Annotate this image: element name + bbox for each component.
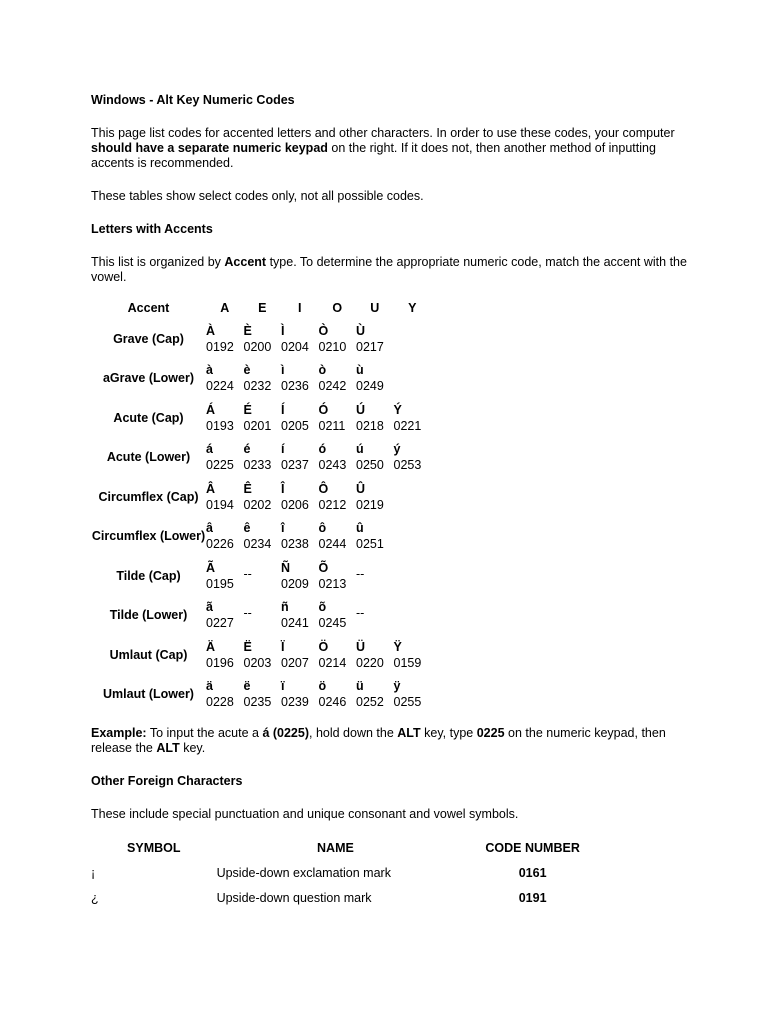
accent-code [394,536,432,552]
accent-cell [244,596,282,636]
accent-cell [206,438,244,478]
accent-code: 0214 [318,655,347,670]
accent-code: 0227 [206,616,234,631]
table-row [91,596,431,636]
accent-cell [206,635,244,675]
accent-character: Ä [206,639,216,654]
accent-row-label: Umlaut (Lower) [103,687,194,702]
accent-cell [281,398,319,438]
accent-row-label: Grave (Cap) [113,331,184,346]
accent-cell [356,556,394,596]
accent-row-label: aGrave (Lower) [102,371,194,386]
accent-code: 0195 [206,576,234,591]
accent-cell [319,635,357,675]
accent-cell [206,596,244,636]
accent-code: 0205 [281,418,309,433]
accent-character: û [356,521,364,536]
accent-cell [394,556,432,596]
accent-character [394,323,432,339]
accent-character: î [281,521,285,536]
accent-cell [206,517,244,557]
accent-cell [281,517,319,557]
name-cell: Upside-down question mark [216,890,372,905]
accent-character: à [206,363,213,378]
accent-row-label: Umlaut (Cap) [109,647,188,662]
accent-cell [356,319,394,359]
accent-cell [319,556,357,596]
accent-character: Â [206,481,216,496]
accent-cell [356,398,394,438]
accent-code: 0194 [206,497,234,512]
accent-character: È [243,323,252,338]
accent-character: Ñ [281,560,291,575]
other-note: These include special punctuation and unique consonant and vowel symbols. [91,807,519,821]
accent-cell [319,319,357,359]
accent-row-label: Tilde (Cap) [116,568,181,583]
accent-code: 0249 [356,379,384,394]
letters-heading: Letters with Accents [91,222,213,236]
accent-cell [281,635,319,675]
accent-cell [206,398,244,438]
other-table-header [91,836,611,860]
accent-character: Ó [318,402,329,417]
accent-cell [206,359,244,399]
accent-code: 0243 [318,458,347,473]
accent-cell [356,477,394,517]
accent-code: 0218 [356,418,384,433]
accent-character: ì [281,363,285,378]
accent-cell [206,319,244,359]
accent-code: 0253 [393,458,422,473]
accent-cell [394,359,432,399]
accent-character: ë [243,679,251,694]
accent-cell [244,477,282,517]
accent-character: è [243,363,251,378]
accent-code [394,497,432,513]
accent-code [394,576,432,592]
accent-cell [394,517,432,557]
accent-cell [244,398,282,438]
accent-cell [281,596,319,636]
accent-code: 0235 [243,695,272,710]
accent-cell [281,438,319,478]
table-row [91,398,431,438]
accent-cell [356,675,394,715]
accent-cell [319,477,357,517]
accent-character: Ú [356,402,366,417]
accent-cell [281,319,319,359]
accent-cell [281,675,319,715]
accent-character: ñ [281,600,289,615]
accent-code: 0159 [393,655,422,670]
accent-row-label: Circumflex (Lower) [91,529,206,544]
accent-cell [319,438,357,478]
accent-character: ã [206,600,213,615]
intro-paragraph: This page list codes for accented letters and other characters. In order to use these codes, your computer should have a separate numeric keypad on the right. If it does not, then another method of inputting accents is recommended. [91,126,675,170]
accent-character: Ö [318,639,329,654]
table-row [91,860,611,885]
accent-character: Ï [281,639,285,654]
header-u: U [370,301,380,315]
accent-cell [319,517,357,557]
accent-character [394,481,432,497]
accent-character: Ÿ [393,639,402,654]
table-row [91,477,431,517]
accent-character: -- [243,606,252,621]
accent-character: õ [318,600,327,615]
accent-cell [319,398,357,438]
accent-code: 0207 [281,655,309,670]
accent-code: 0241 [281,616,309,631]
accent-cell [356,596,394,636]
accent-character: À [206,323,216,338]
accent-character: Ê [243,481,252,496]
accent-row-label: Acute (Cap) [113,410,184,425]
accent-code: 0213 [318,576,347,591]
accent-code: 0200 [243,339,272,354]
accent-character: Û [356,481,366,496]
header-symbol: SYMBOL [127,841,181,855]
other-characters-table [91,836,611,910]
accent-code: 0228 [206,695,234,710]
accent-character [394,520,432,536]
accent-code: 0209 [281,576,309,591]
accent-character: Ã [206,560,216,575]
accent-code: 0232 [243,379,272,394]
accent-character [394,362,432,378]
accent-character: É [243,402,252,417]
table-row [91,438,431,478]
accent-character [394,560,432,576]
select-note: These tables show select codes only, not all possible codes. [91,189,424,203]
accent-cell [356,517,394,557]
accent-row-label: Circumflex (Cap) [98,489,199,504]
accent-code: 0211 [318,418,346,433]
accent-character: ý [393,442,401,457]
header-o: O [332,301,343,315]
document-page [91,93,691,910]
accent-character: Ë [243,639,252,654]
accent-code: 0237 [281,458,309,473]
accent-cell [394,596,432,636]
symbol-cell: ¡ [91,865,96,880]
accent-code [394,339,432,355]
accent-cell [356,359,394,399]
header-i: I [298,301,302,315]
table-row [91,635,431,675]
accent-cell [244,675,282,715]
accent-code: 0203 [243,655,272,670]
accent-cell [244,635,282,675]
code-cell: 0191 [518,890,547,905]
accent-row-label: Tilde (Lower) [109,608,188,623]
accent-code: 0221 [393,418,422,433]
organized-paragraph: This list is organized by Accent type. To determine the appropriate numeric code, match the accent with the vowel. [91,255,687,284]
accent-code: 0238 [281,537,309,552]
accent-code: 0233 [243,458,272,473]
example-paragraph: Example: To input the acute a á (0225), hold down the ALT key, type 0225 on the numeric keypad, then release the ALT key. [91,726,666,755]
header-name: NAME [317,841,354,855]
page-title: Windows - Alt Key Numeric Codes [91,93,295,107]
accent-table [91,297,431,714]
header-e: E [258,301,267,315]
accent-character: Í [281,402,285,417]
symbol-cell: ¿ [91,890,99,905]
accent-character: Ù [356,323,366,338]
accent-code: 0252 [356,695,384,710]
header-y: Y [408,301,417,315]
accent-character: -- [356,606,365,621]
table-row [91,359,431,399]
accent-code: 0250 [356,458,384,473]
accent-cell [244,359,282,399]
accent-character: Ý [393,402,402,417]
accent-cell [394,438,432,478]
table-row [91,517,431,557]
accent-character: ò [318,363,327,378]
accent-code: 0210 [318,339,347,354]
header-accent: Accent [127,301,170,315]
accent-character: ú [356,442,364,457]
accent-code [394,615,432,631]
accent-table-header [91,297,431,319]
accent-cell [394,675,432,715]
accent-code: 0225 [206,458,234,473]
accent-code: 0202 [243,497,272,512]
accent-code: 0242 [318,379,347,394]
accent-character: Á [206,402,216,417]
accent-character: ô [318,521,327,536]
accent-cell [281,477,319,517]
accent-code: 0224 [206,379,234,394]
accent-cell [244,438,282,478]
accent-cell [281,359,319,399]
accent-character: Ô [318,481,329,496]
accent-character: ó [318,442,327,457]
accent-character: â [206,521,213,536]
accent-code: 0244 [318,537,347,552]
accent-character: Ü [356,639,366,654]
accent-code: 0236 [281,379,309,394]
accent-code: 0192 [206,339,234,354]
accent-cell [319,675,357,715]
accent-character: -- [356,566,365,581]
accent-cell [206,556,244,596]
accent-character: ä [206,679,213,694]
accent-cell [244,319,282,359]
accent-character: ï [281,679,285,694]
accent-character: ÿ [393,679,401,694]
accent-code: 0239 [281,695,309,710]
accent-code: 0217 [356,339,384,354]
table-row [91,675,431,715]
table-row [91,885,611,910]
header-code-number: CODE NUMBER [485,841,580,855]
accent-code: 0196 [206,655,234,670]
accent-cell [356,635,394,675]
accent-cell [394,398,432,438]
accent-character: Ì [281,323,285,338]
accent-code: 0251 [356,537,384,552]
accent-code: 0220 [356,655,384,670]
accent-code: 0206 [281,497,309,512]
accent-code: 0234 [243,537,272,552]
accent-code: 0226 [206,537,234,552]
accent-code [394,378,432,394]
accent-character: Î [281,481,285,496]
table-row [91,319,431,359]
accent-character: Õ [318,560,329,575]
header-a: A [220,301,230,315]
accent-code: 0246 [318,695,347,710]
accent-character: Ò [318,323,329,338]
accent-cell [394,635,432,675]
accent-code: 0255 [393,695,422,710]
accent-cell [206,675,244,715]
accent-cell [394,477,432,517]
accent-character [394,599,432,615]
accent-cell [206,477,244,517]
accent-code: 0193 [206,418,234,433]
accent-character: ü [356,679,364,694]
accent-cell [394,319,432,359]
accent-code: 0201 [243,418,272,433]
accent-cell [319,359,357,399]
accent-character: -- [243,566,252,581]
accent-character: á [206,442,213,457]
accent-cell [281,556,319,596]
accent-cell [319,596,357,636]
accent-character: ê [243,521,251,536]
accent-character: ù [356,363,364,378]
accent-character: é [243,442,251,457]
accent-row-label: Acute (Lower) [106,450,191,465]
accent-code: 0204 [281,339,309,354]
other-heading: Other Foreign Characters [91,774,243,788]
table-row [91,556,431,596]
accent-character: ö [318,679,327,694]
accent-cell [244,517,282,557]
accent-code: 0212 [318,497,347,512]
accent-character: í [281,442,285,457]
code-cell: 0161 [518,865,547,880]
name-cell: Upside-down exclamation mark [216,865,391,880]
accent-cell [244,556,282,596]
accent-cell [356,438,394,478]
accent-code: 0245 [318,616,347,631]
accent-code: 0219 [356,497,384,512]
